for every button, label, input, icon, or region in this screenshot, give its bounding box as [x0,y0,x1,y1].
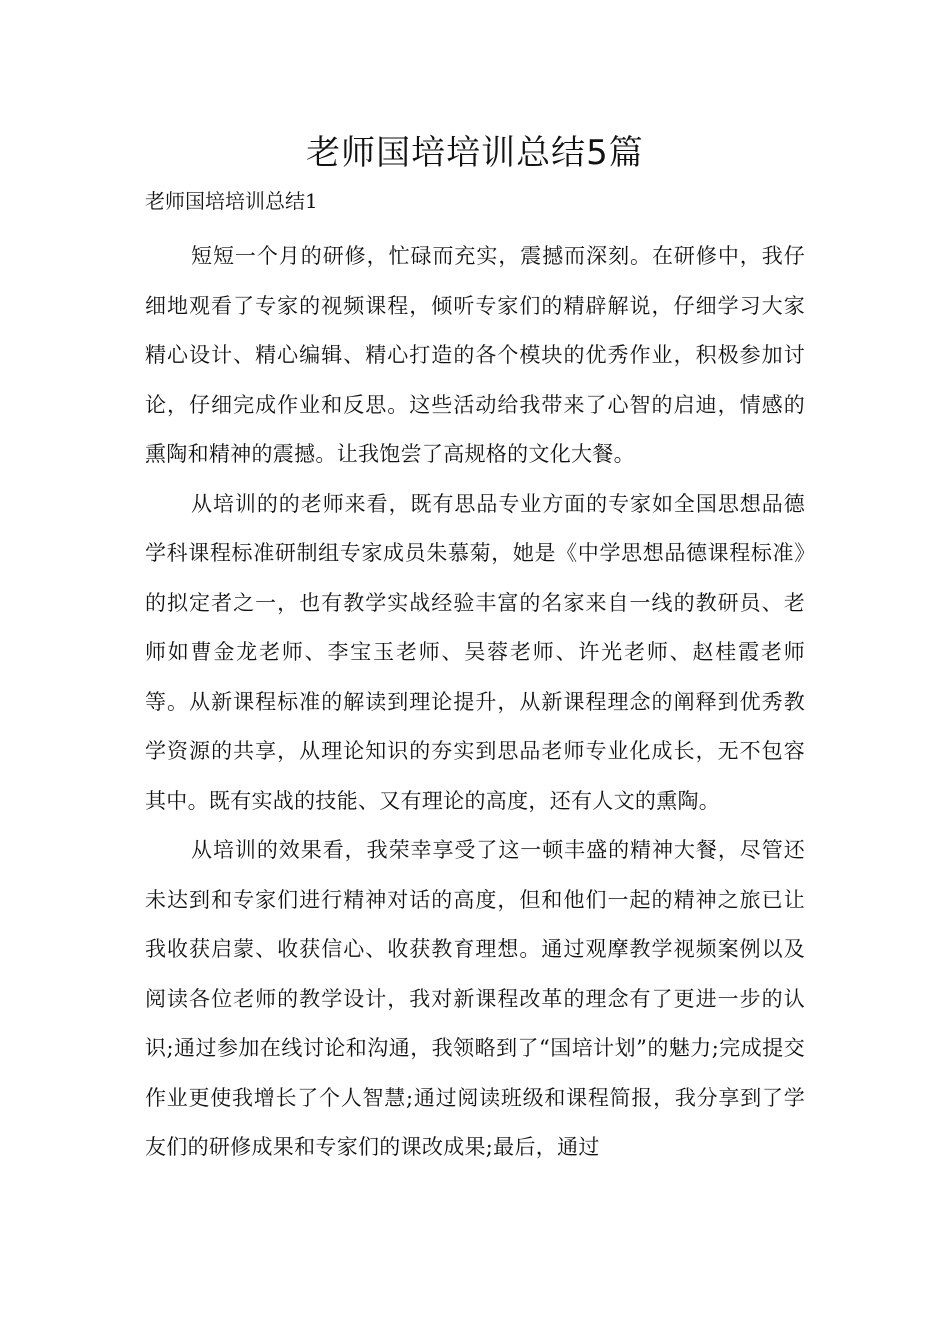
paragraph: 短短一个月的研修，忙碌而充实，震撼而深刻。在研修中，我仔细地观看了专家的视频课程，倾听专家们的精辟解说，仔细学习大家精心设计、精心编辑、精心打造的各个模块的优秀作业，积极参加讨论，仔细完成作业和反思。这些活动给我带来了心智的启迪，情感的熏陶和精神的震撼。让我饱尝了高规格的文化大餐。 [145,244,805,466]
paragraph: 从培训的的老师来看，既有思品专业方面的专家如全国思想品德学科课程标准研制组专家成员朱慕菊，她是《中学思想品德课程标准》的拟定者之一，也有教学实战经验丰富的名家来自一线的教研员、老师如曹金龙老师、李宝玉老师、吴蓉老师、许光老师、赵桂霞老师等。从新课程标准的解读到理论提升，从新课程理念的阐释到优秀教学资源的共享，从理论知识的夯实到思品老师专业化成长，无不包容其中。既有实战的技能、又有理论的高度，还有人文的熏陶。 [145,491,805,813]
paragraph: 从培训的效果看，我荣幸享受了这一顿丰盛的精神大餐，尽管还未达到和专家们进行精神对话的高度，但和他们一起的精神之旅已让我收获启蒙、收获信心、收获教育理想。通过观摩教学视频案例以及阅读各位老师的教学设计，我对新课程改革的理念有了更进一步的认识;通过参加在线讨论和沟通，我领略到了“国培计划”的魅力;完成提交作业更使我增长了个人智慧;通过阅读班级和课程简报，我分享到了学友们的研修成果和专家们的课改成果;最后，通过 [145,838,805,1159]
document-title: 老师国培培训总结5篇 [306,133,644,173]
section-heading: 老师国培培训总结1 [145,189,318,213]
document-body [145,232,805,1173]
